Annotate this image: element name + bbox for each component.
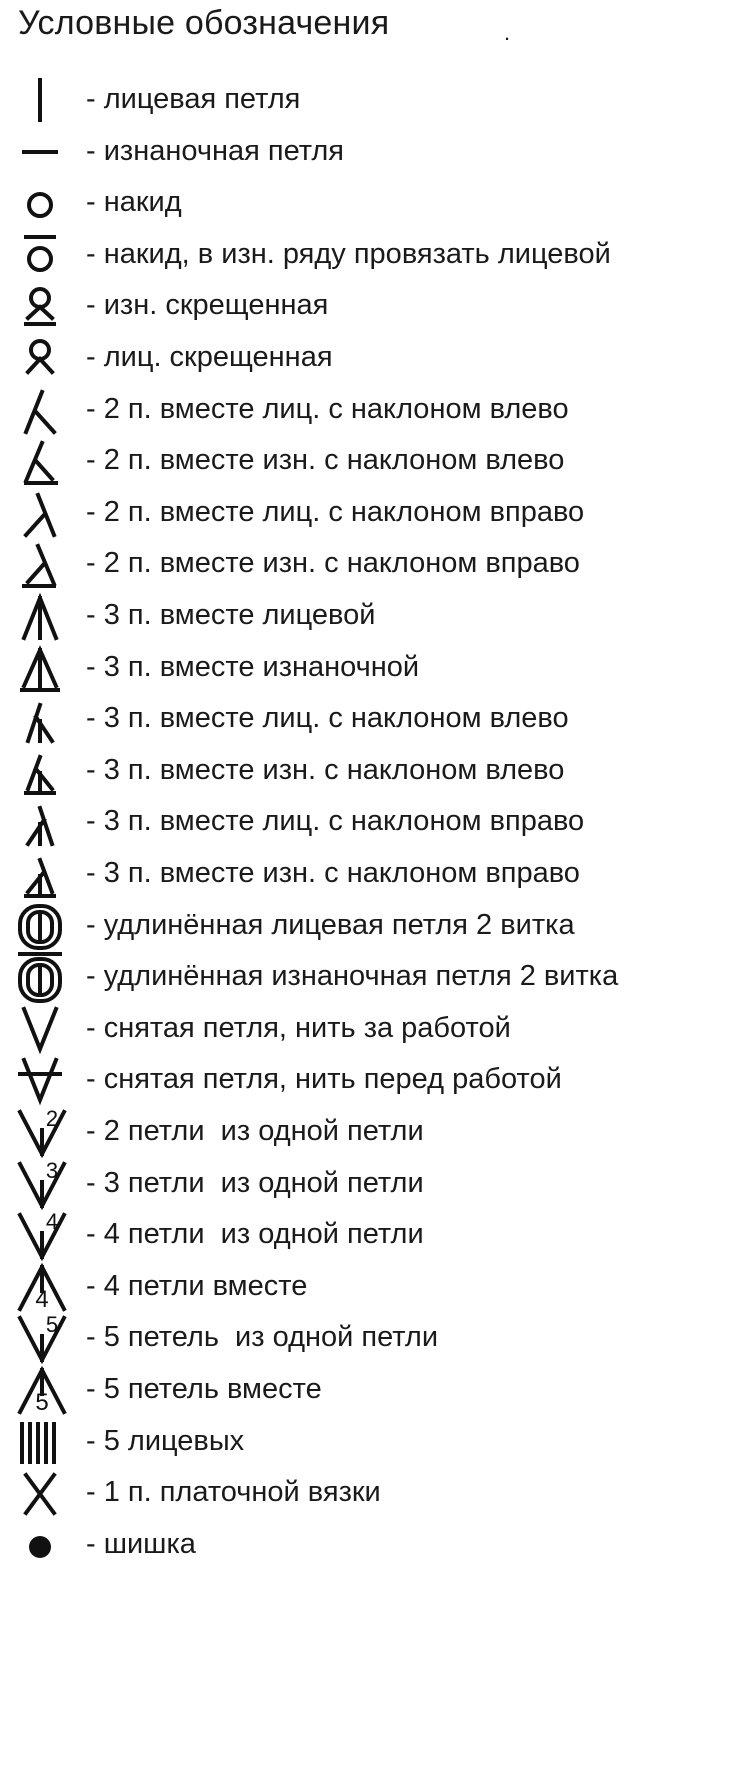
legend-item-label: - удлинённая лицевая петля 2 витка	[86, 908, 575, 941]
legend-item-label: - 2 п. вместе изн. с наклоном влево	[86, 444, 565, 477]
legend-item-label: - изнаночная петля	[86, 134, 345, 167]
legend-item-label: - 5 лицевых	[86, 1424, 245, 1457]
legend-item	[0, 1050, 750, 1108]
page-title: Условные обозначения	[18, 4, 390, 42]
legend-item	[0, 225, 750, 283]
legend-item	[0, 947, 750, 1005]
p3tog-left-icon	[14, 743, 84, 797]
elongated-knit-icon	[14, 898, 84, 952]
decrease-4-icon	[14, 1259, 84, 1313]
count-label: 2	[45, 1106, 59, 1131]
legend-item	[0, 1154, 750, 1212]
legend-item	[0, 689, 750, 747]
legend-item-label: - 4 петли вместе	[86, 1269, 308, 1302]
legend-item-label: - 3 п. вместе лиц. с наклоном вправо	[86, 805, 585, 838]
increase-2-icon	[14, 1104, 84, 1158]
legend-item	[0, 483, 750, 541]
purl-stitch-icon	[14, 124, 84, 178]
legend-item-label: - удлинённая изнаночная петля 2 витка	[86, 960, 619, 993]
legend-item-label: - 1 п. платочной вязки	[86, 1476, 381, 1509]
legend-item	[0, 1515, 750, 1573]
legend-item-label: - лиц. скрещенная	[86, 341, 333, 373]
p3tog-right-icon	[14, 846, 84, 900]
p3tog-icon	[14, 640, 84, 694]
count-label: 4	[35, 1285, 49, 1313]
increase-4-icon	[14, 1207, 84, 1261]
legend-item-label: - лицевая петля	[86, 83, 301, 115]
slip-yarn-front-icon	[14, 1052, 84, 1106]
legend-item-label: - 3 петли из одной петли	[86, 1166, 424, 1199]
legend-item	[0, 1308, 750, 1366]
legend-item	[0, 1360, 750, 1418]
legend-item	[0, 1463, 750, 1521]
legend-item-label: - 2 п. вместе лиц. с наклоном влево	[86, 392, 569, 425]
k2tog-left-icon	[14, 382, 84, 436]
stray-dot: .	[504, 20, 511, 45]
count-label: 5	[35, 1389, 49, 1416]
legend-item	[0, 741, 750, 799]
legend-item	[0, 999, 750, 1057]
legend-item	[0, 431, 750, 489]
legend-item	[0, 1102, 750, 1160]
legend-item-label: - 5 петель вместе	[86, 1373, 322, 1405]
count-label: 4	[45, 1209, 59, 1235]
p2tog-left-icon	[14, 433, 84, 487]
legend-item	[0, 844, 750, 902]
legend-item-label: - 4 петли из одной петли	[86, 1218, 424, 1251]
legend-item-label: - изн. скрещенная	[86, 289, 329, 322]
k3tog-right-icon	[14, 794, 84, 848]
garter-stitch-icon	[14, 1465, 84, 1519]
legend-item	[0, 328, 750, 386]
knit-twisted-icon	[14, 330, 84, 384]
legend-item	[0, 534, 750, 592]
five-knit-icon	[14, 1414, 84, 1468]
legend-item-label: - 3 п. вместе изн. с наклоном влево	[86, 753, 565, 786]
elongated-purl-icon	[14, 949, 84, 1003]
legend-item-label: - 2 петли из одной петли	[86, 1115, 424, 1147]
legend-item	[0, 586, 750, 644]
legend-item-label: - 3 п. вместе лицевой	[86, 599, 376, 631]
legend-item-label: - накид, в изн. ряду провязать лицевой	[86, 237, 611, 270]
slip-yarn-back-icon	[14, 1001, 84, 1055]
count-label: 3	[45, 1157, 59, 1183]
legend-item	[0, 792, 750, 850]
legend-item-label: - 3 п. вместе изн. с наклоном вправо	[86, 857, 580, 889]
legend-item-label: - 3 п. вместе лиц. с наклоном влево	[86, 702, 569, 735]
legend-item	[0, 1257, 750, 1315]
count-label: 5	[45, 1312, 59, 1338]
purl-twisted-icon	[14, 278, 84, 332]
legend-item-label: - шишка	[86, 1527, 196, 1560]
k2tog-right-icon	[14, 485, 84, 539]
decrease-5-icon	[14, 1362, 84, 1416]
legend-item	[0, 173, 750, 231]
knit-stitch-icon	[14, 72, 84, 126]
k3tog-icon	[14, 588, 84, 642]
bobble-icon	[14, 1517, 84, 1571]
legend-item	[0, 1205, 750, 1263]
legend-item	[0, 70, 750, 128]
legend-item-label: - 2 п. вместе лиц. с наклоном вправо	[86, 495, 585, 528]
increase-3-icon	[14, 1156, 84, 1210]
p2tog-right-icon	[14, 536, 84, 590]
legend-item-label: - 5 петель из одной петли	[86, 1321, 439, 1354]
legend-item-label: - накид	[86, 186, 182, 219]
legend-item-label: - 3 п. вместе изнаночной	[86, 650, 420, 683]
legend-item-label: - снятая петля, нить перед работой	[86, 1063, 562, 1096]
legend-item	[0, 276, 750, 334]
k3tog-left-icon	[14, 691, 84, 745]
yarn-over-knit-wrong-side-icon	[14, 227, 84, 281]
legend-item-label: - 2 п. вместе изн. с наклоном вправо	[86, 547, 580, 580]
legend-item-label: - снятая петля, нить за работой	[86, 1011, 511, 1044]
increase-5-icon	[14, 1310, 84, 1364]
legend-item	[0, 896, 750, 954]
legend-item	[0, 380, 750, 438]
legend-item	[0, 1412, 750, 1470]
legend-item	[0, 122, 750, 180]
yarn-over-icon	[14, 175, 84, 229]
legend-item	[0, 638, 750, 696]
